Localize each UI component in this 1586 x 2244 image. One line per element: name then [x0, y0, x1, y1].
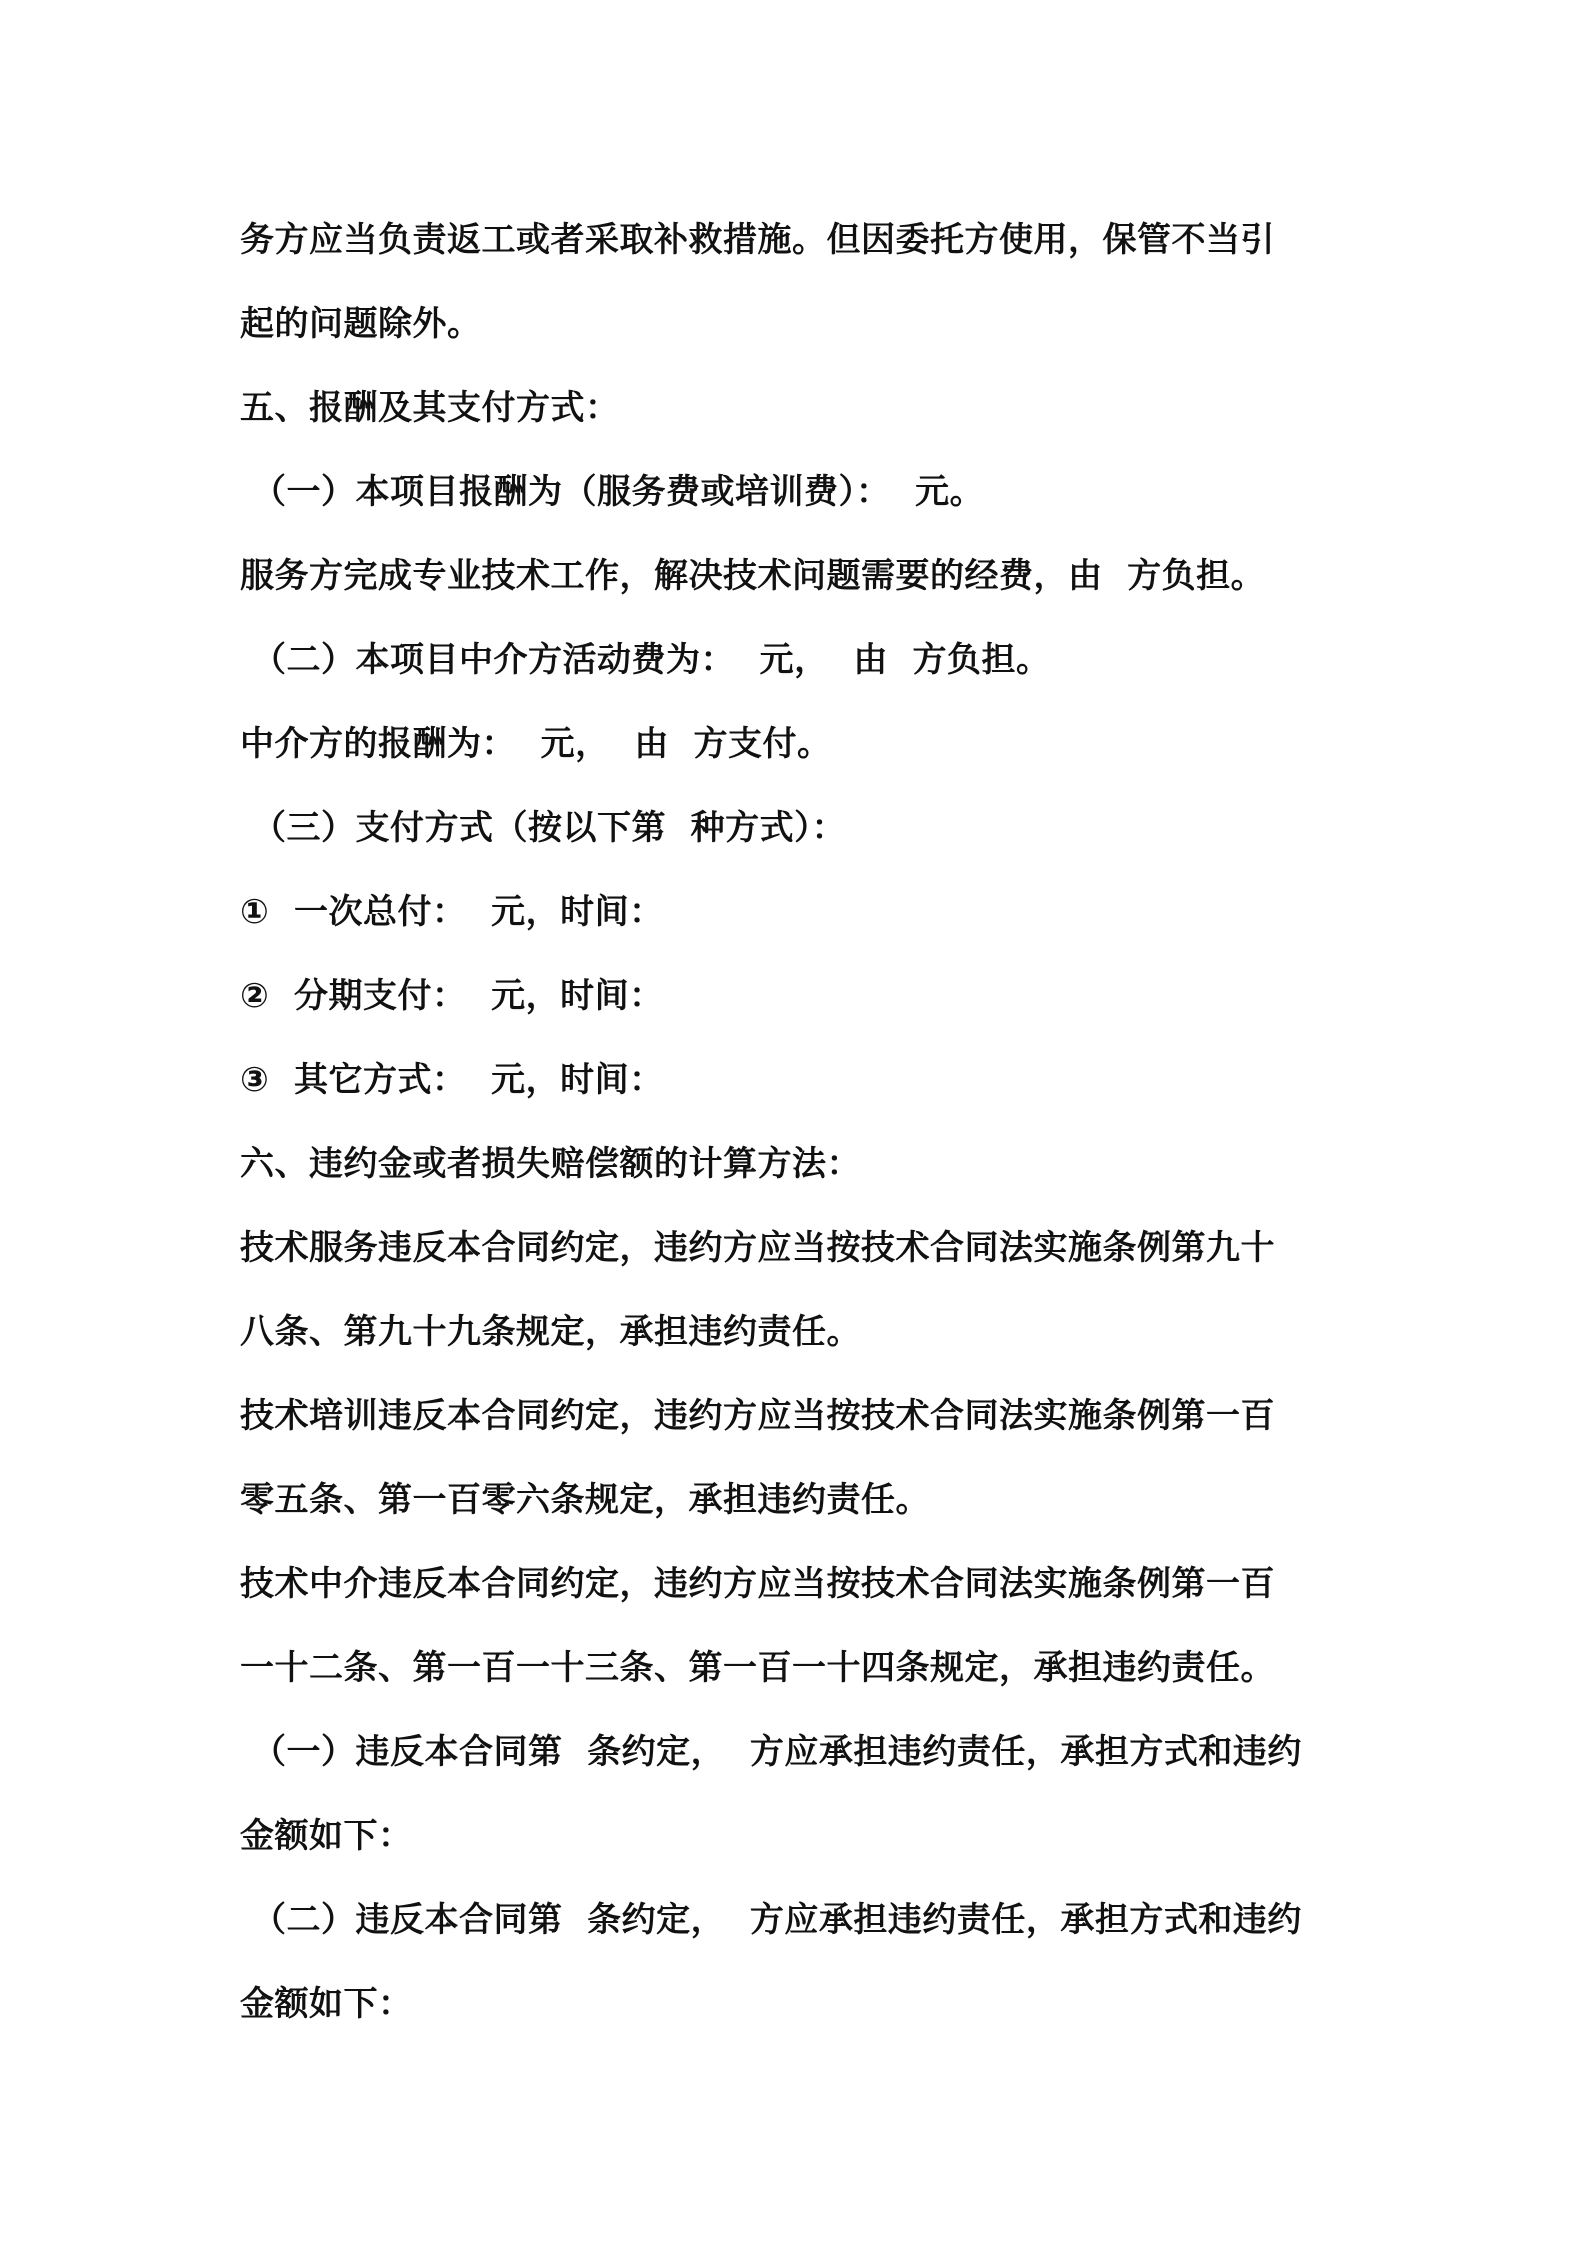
- text-line: 起的问题除外。: [240, 304, 482, 344]
- payment-option: ② 分期支付： 元，时间：: [240, 976, 664, 1016]
- text-line: 中介方的报酬为： 元， 由 方支付。: [240, 724, 832, 764]
- text-line: 金额如下：: [240, 1816, 413, 1856]
- text-line: 务方应当负责返工或者采取补救措施。但因委托方使用，保管不当引: [240, 220, 1275, 260]
- text-line: （三）支付方式（按以下第 种方式）：: [252, 808, 847, 848]
- text-line: （一）违反本合同第 条约定， 方应承担违约责任，承担方式和违约: [252, 1732, 1302, 1772]
- text-line: 一十二条、第一百一十三条、第一百一十四条规定，承担违约责任。: [240, 1648, 1275, 1688]
- text-line: 八条、第九十九条规定，承担违约责任。: [240, 1312, 861, 1352]
- text-line: 技术服务违反本合同约定，违约方应当按技术合同法实施条例第九十: [240, 1228, 1275, 1268]
- document-body: [240, 198, 1360, 2046]
- text-line: 金额如下：: [240, 1984, 413, 2024]
- text-line: 零五条、第一百零六条规定，承担违约责任。: [240, 1480, 930, 1520]
- text-line: （一）本项目报酬为（服务费或培训费）： 元。: [252, 472, 985, 512]
- text-line: 技术培训违反本合同约定，违约方应当按技术合同法实施条例第一百: [240, 1396, 1275, 1436]
- payment-option: ① 一次总付： 元，时间：: [240, 892, 664, 932]
- section-heading-6: 六、违约金或者损失赔偿额的计算方法：: [240, 1144, 861, 1184]
- text-line: （二）违反本合同第 条约定， 方应承担违约责任，承担方式和违约: [252, 1900, 1302, 1940]
- text-line: （二）本项目中介方活动费为： 元， 由 方负担。: [252, 640, 1051, 680]
- text-line: 服务方完成专业技术工作，解决技术问题需要的经费，由 方负担。: [240, 556, 1266, 596]
- payment-option: ③ 其它方式： 元，时间：: [240, 1060, 664, 1100]
- text-line: 技术中介违反本合同约定，违约方应当按技术合同法实施条例第一百: [240, 1564, 1275, 1604]
- section-heading-5: 五、报酬及其支付方式：: [240, 388, 620, 428]
